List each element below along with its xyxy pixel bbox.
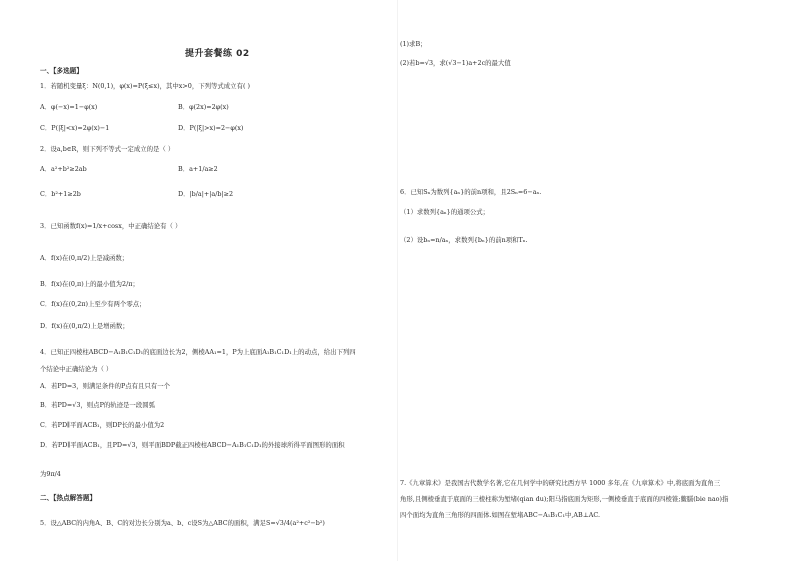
q6-stem: 6．已知Sₙ为数列{aₙ}的前n项和，且2Sₙ=6−aₙ. bbox=[400, 188, 542, 196]
q2-option-d: D．|b/a|+|a/b|≥2 bbox=[178, 190, 234, 198]
q6-part1: （1）求数列{aₙ}的通项公式； bbox=[400, 208, 490, 216]
q1-option-c: C．P(|ξ|<x)=2φ(x)−1 bbox=[40, 124, 110, 132]
q4-stem-line1: 4．已知正四棱柱ABCD−A₁B₁C₁D₁的底面边长为2，侧棱AA₁=1，P为上底面A₁B₁C₁D₁上的动点，给出下列四 bbox=[40, 348, 356, 356]
q4-stem-line2: 个结论中正确结论为（ ） bbox=[40, 365, 113, 373]
q5-stem: 5．设△ABC的内角A、B、C的对边长分别为a、b、c设S为△ABC的面积，满足S=√3/4(a²+c²−b²) bbox=[40, 519, 325, 527]
page-title: 提升套餐练 02 bbox=[185, 49, 250, 59]
q7-line1: 7.《九章算术》是我国古代数学名著,它在几何学中的研究比西方早 1000 多年,在《九章算术》中,将底面为直角三 bbox=[400, 479, 721, 487]
section-heading-answer-questions: 二、【热点解答题】 bbox=[40, 494, 97, 502]
q5-part2: (2)若b=√3，求(√3−1)a+2c的最大值 bbox=[400, 59, 511, 67]
q3-option-a: A．f(x)在(0,π/2)上是减函数； bbox=[40, 254, 129, 262]
q1-option-a: A．φ(−x)=1−φ(x) bbox=[40, 103, 98, 111]
q7-line3: 四个面均为直角三角形的四面体.如图在堑堵ABC−A₁B₁C₁中,AB⊥AC. bbox=[400, 511, 601, 519]
q4-option-b: B．若PD=√3，则点P的轨迹是一段圆弧 bbox=[40, 401, 155, 409]
q2-option-b: B．a+1/a≥2 bbox=[178, 165, 218, 173]
q3-option-d: D．f(x)在(0,π/2)上是增函数； bbox=[40, 322, 129, 330]
q6-part2: （2）设bₙ=n/aₙ，求数列{bₙ}的前n项和Tₙ. bbox=[400, 236, 528, 244]
q2-stem: 2．设a,b∈R，则下列不等式一定成立的是（ ） bbox=[40, 145, 175, 153]
section-heading-multiple-choice: 一、【多选题】 bbox=[40, 67, 83, 75]
q2-option-c: C．b²+1≥2b bbox=[40, 190, 81, 198]
q5-part1: (1)求B； bbox=[400, 40, 427, 48]
column-divider bbox=[397, 0, 398, 561]
q1-stem: 1．若随机变量ξ：N(0,1)，φ(x)=P(ξ≤x)，其中x>0，下列等式成立有( ) bbox=[40, 82, 250, 90]
q3-stem: 3．已知函数f(x)=1/x+cosx，中正确结论有（ ） bbox=[40, 222, 182, 230]
q4-option-a: A．若PD=3，则满足条件的P点有且只有一个 bbox=[40, 382, 171, 390]
q1-option-b: B．φ(2x)=2φ(x) bbox=[178, 103, 229, 111]
q4-option-d-line2: 为9π/4 bbox=[40, 470, 61, 478]
q2-option-a: A．a²+b²≥2ab bbox=[40, 165, 87, 173]
q7-line2: 角形,且侧棱垂直于底面的三棱柱称为堑堵(qian du);阳马指底面为矩形,一侧棱垂直于底面的四棱锥;鳖臑(bie nao)指 bbox=[400, 495, 729, 503]
q3-option-c: C．f(x)在(0,2π)上至少有两个零点； bbox=[40, 300, 146, 308]
q1-option-d: D．P(|ξ|>x)=2−φ(x) bbox=[178, 124, 244, 132]
q4-option-c: C．若PD∥平面ACB₁，则DP长的最小值为2 bbox=[40, 421, 165, 429]
q4-option-d-line1: D．若PD∥平面ACB₁，且PD=√3，则平面BDP截正四棱柱ABCD−A₁B₁C₁D₁的外接球所得平面图形的面积 bbox=[40, 441, 345, 449]
q3-option-b: B．f(x)在(0,π)上的最小值为2/π； bbox=[40, 280, 139, 288]
